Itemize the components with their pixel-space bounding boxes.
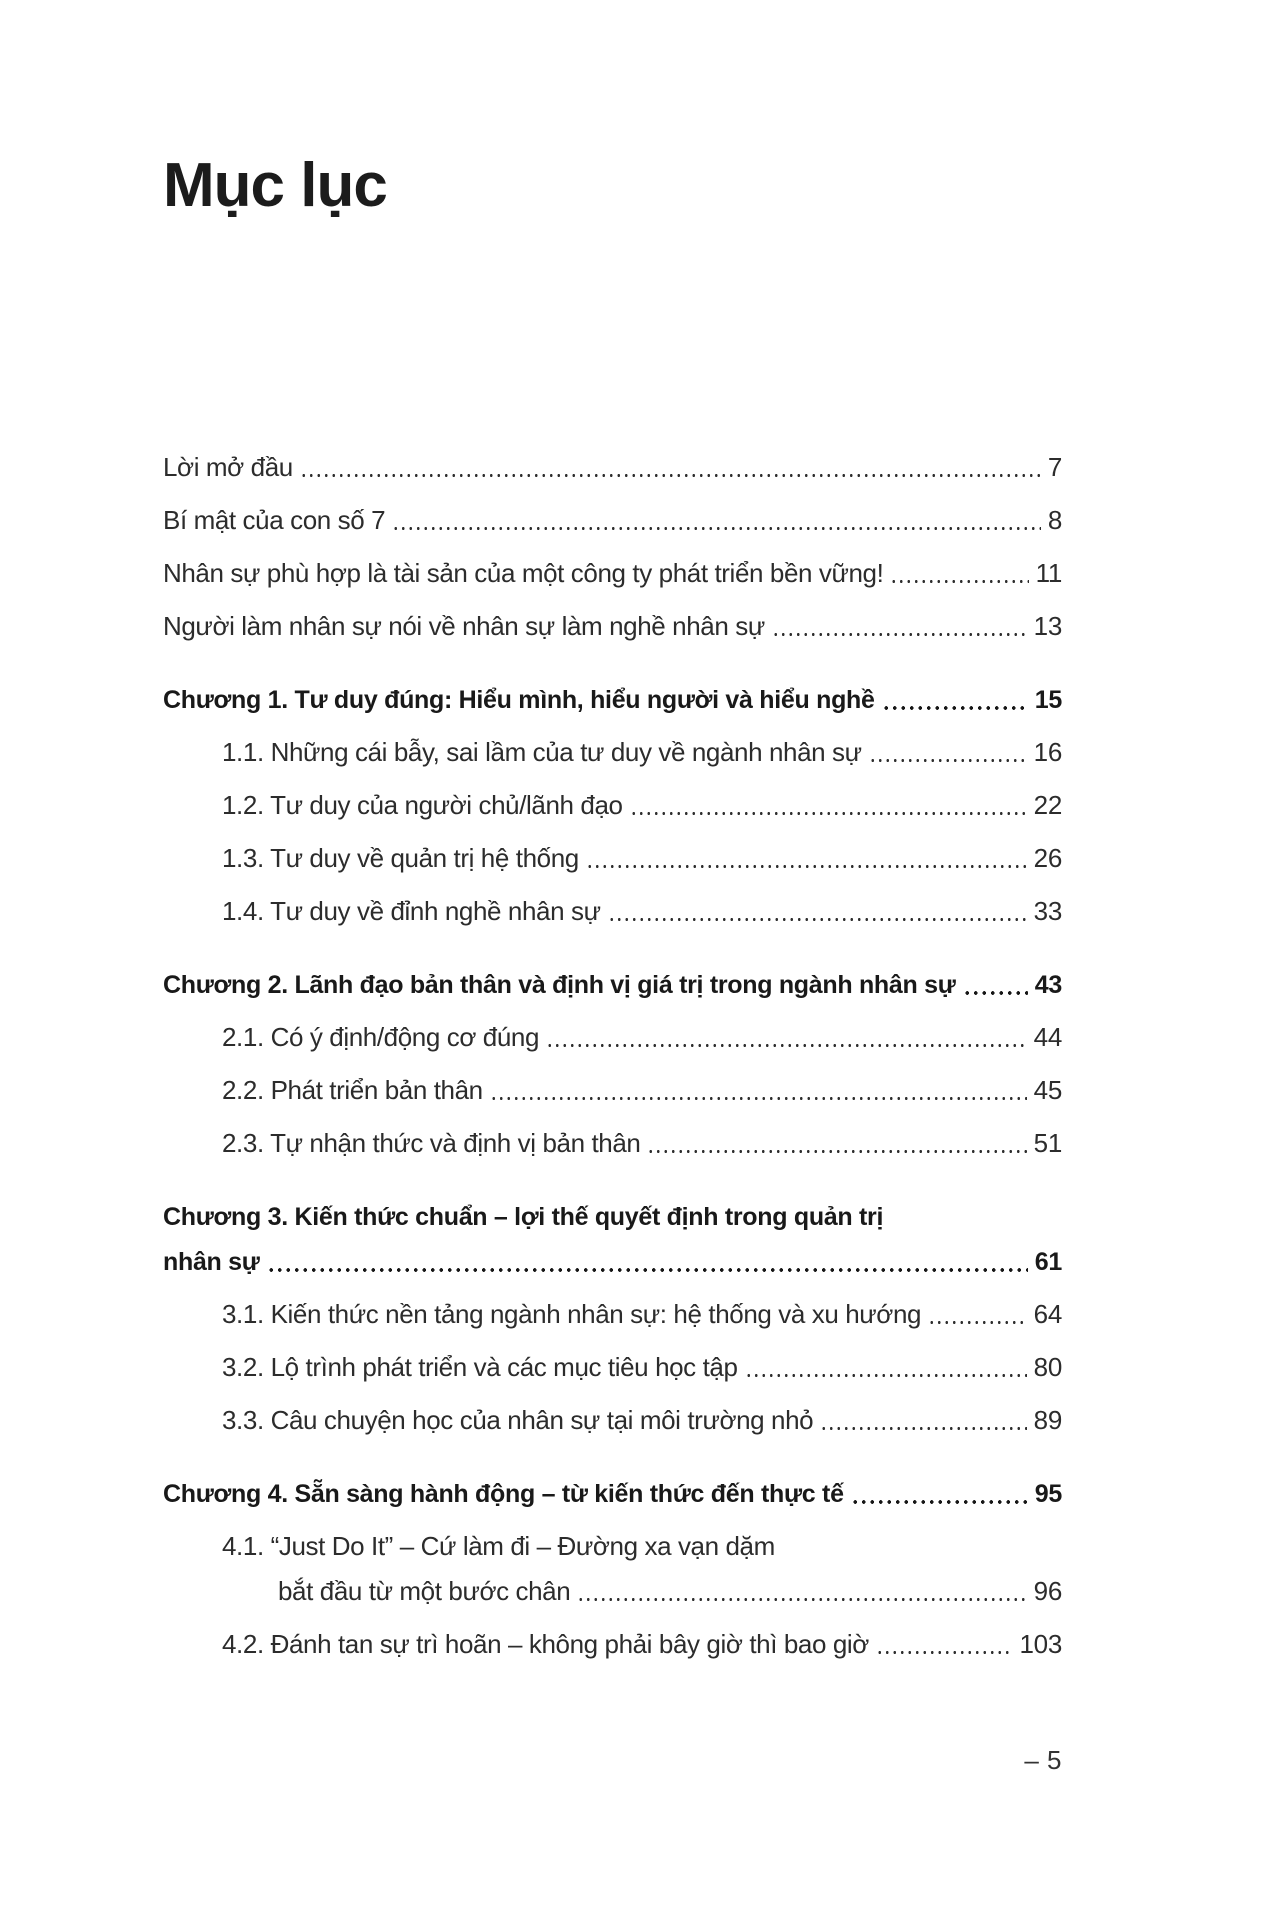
toc-entry-label: bắt đầu từ một bước chân (278, 1576, 571, 1606)
toc-entry (163, 1287, 1062, 1340)
toc-leader-dots (300, 461, 1041, 483)
toc-entry-label: 2.1. Có ý định/động cơ đúng (222, 1022, 540, 1052)
toc-leader-dots (267, 1255, 1028, 1277)
toc-leader-dots (745, 1361, 1027, 1383)
toc-page-number: 15 (1034, 686, 1062, 714)
toc-entry-label: Bí mật của con số 7 (163, 505, 386, 535)
toc-entry-label: 4.1. “Just Do It” – Cứ làm đi – Đường xa vạn dặm (222, 1531, 775, 1561)
toc-page-number: 43 (1034, 971, 1062, 999)
toc-page-number: 44 (1033, 1022, 1062, 1052)
toc-entry-label: 1.2. Tư duy của người chủ/lãnh đạo (222, 790, 623, 820)
toc-entry-label: 1.3. Tư duy về quản trị hệ thống (222, 843, 579, 873)
toc-leader-dots (608, 905, 1027, 927)
toc-entry (163, 1617, 1062, 1670)
toc-entry-label: Chương 1. Tư duy đúng: Hiểu mình, hiểu người và hiểu nghề (163, 686, 875, 714)
toc-list (163, 440, 1062, 1670)
toc-entry-label: Chương 3. Kiến thức chuẩn – lợi thế quyết định trong quản trị (163, 1203, 884, 1231)
toc-leader-dots (890, 567, 1028, 589)
toc-entry (163, 440, 1062, 493)
toc-entry (163, 1242, 1062, 1287)
toc-entry (163, 884, 1062, 937)
toc-leader-dots (772, 620, 1027, 642)
toc-entry (163, 546, 1062, 599)
toc-page-number: 89 (1033, 1405, 1062, 1435)
toc-leader-dots (577, 1585, 1026, 1607)
toc-entry (163, 1340, 1062, 1393)
toc-entry (163, 599, 1062, 652)
toc-entry-label: 2.2. Phát triển bản thân (222, 1075, 483, 1105)
toc-entry (163, 1519, 1062, 1572)
toc-entry (163, 1189, 1062, 1242)
toc-leader-dots (586, 852, 1027, 874)
toc-leader-dots (392, 514, 1041, 536)
toc-page-number: 103 (1019, 1629, 1062, 1659)
toc-page-number: 96 (1033, 1576, 1062, 1606)
toc-entry (163, 493, 1062, 546)
toc-entry-label: Chương 2. Lãnh đạo bản thân và định vị giá trị trong ngành nhân sự (163, 971, 956, 999)
toc-leader-dots (820, 1414, 1026, 1436)
toc-leader-dots (546, 1031, 1027, 1053)
toc-entry (163, 1063, 1062, 1116)
toc-entry (163, 1010, 1062, 1063)
toc-page-number: 80 (1033, 1352, 1062, 1382)
toc-leader-dots (647, 1137, 1026, 1159)
toc-page-number: 13 (1033, 611, 1062, 641)
toc-entry (163, 1466, 1062, 1519)
footer-page-number: – 5 (1024, 1745, 1062, 1775)
toc-entry-label: 3.1. Kiến thức nền tảng ngành nhân sự: hệ thống và xu hướng (222, 1299, 922, 1329)
toc-entry-label: 3.3. Câu chuyện học của nhân sự tại môi trường nhỏ (222, 1405, 814, 1435)
toc-entry-label: 1.1. Những cái bẫy, sai lầm của tư duy về ngành nhân sự (222, 737, 862, 767)
toc-page-number: 61 (1034, 1248, 1062, 1276)
toc-page-number: 22 (1033, 790, 1062, 820)
toc-leader-dots (876, 1638, 1013, 1660)
toc-entry-label: 1.4. Tư duy về đỉnh nghề nhân sự (222, 896, 601, 926)
toc-page-number: 51 (1033, 1128, 1062, 1158)
toc-page-number: 33 (1033, 896, 1062, 926)
toc-entry (163, 1393, 1062, 1446)
toc-page-number: 64 (1033, 1299, 1062, 1329)
toc-leader-dots (851, 1487, 1028, 1509)
toc-leader-dots (928, 1308, 1027, 1330)
toc-page-number: 26 (1033, 843, 1062, 873)
toc-entry (163, 1572, 1062, 1617)
toc-page-number: 8 (1047, 505, 1062, 535)
toc-entry (163, 831, 1062, 884)
toc-leader-dots (630, 799, 1027, 821)
toc-entry-label: Người làm nhân sự nói về nhân sự làm nghề nhân sự (163, 611, 765, 641)
toc-leader-dots (869, 746, 1027, 768)
toc-page-number: 95 (1034, 1480, 1062, 1508)
toc-entry-label: nhân sự (163, 1248, 260, 1276)
toc-leader-dots (882, 693, 1028, 715)
toc-leader-dots (963, 978, 1028, 1000)
toc-page-number: 11 (1035, 558, 1062, 588)
toc-entry-label: Chương 4. Sẵn sàng hành động – từ kiến thức đến thực tế (163, 1480, 844, 1508)
toc-entry-label: 2.3. Tự nhận thức và định vị bản thân (222, 1128, 641, 1158)
toc-entry-label: Lời mở đầu (163, 452, 293, 482)
toc-entry (163, 672, 1062, 725)
page-content (163, 0, 1062, 1670)
page-title: Mục lục (163, 151, 387, 220)
toc-page-number: 16 (1033, 737, 1062, 767)
toc-entry-label: 4.2. Đánh tan sự trì hoãn – không phải bây giờ thì bao giờ (222, 1629, 869, 1659)
toc-entry-label: 3.2. Lộ trình phát triển và các mục tiêu học tập (222, 1352, 738, 1382)
toc-page-number: 7 (1047, 452, 1062, 482)
toc-entry (163, 1116, 1062, 1169)
toc-entry (163, 778, 1062, 831)
toc-leader-dots (490, 1084, 1027, 1106)
toc-entry (163, 725, 1062, 778)
toc-entry (163, 957, 1062, 1010)
toc-entry-label: Nhân sự phù hợp là tài sản của một công ty phát triển bền vững! (163, 558, 884, 588)
toc-page-number: 45 (1033, 1075, 1062, 1105)
